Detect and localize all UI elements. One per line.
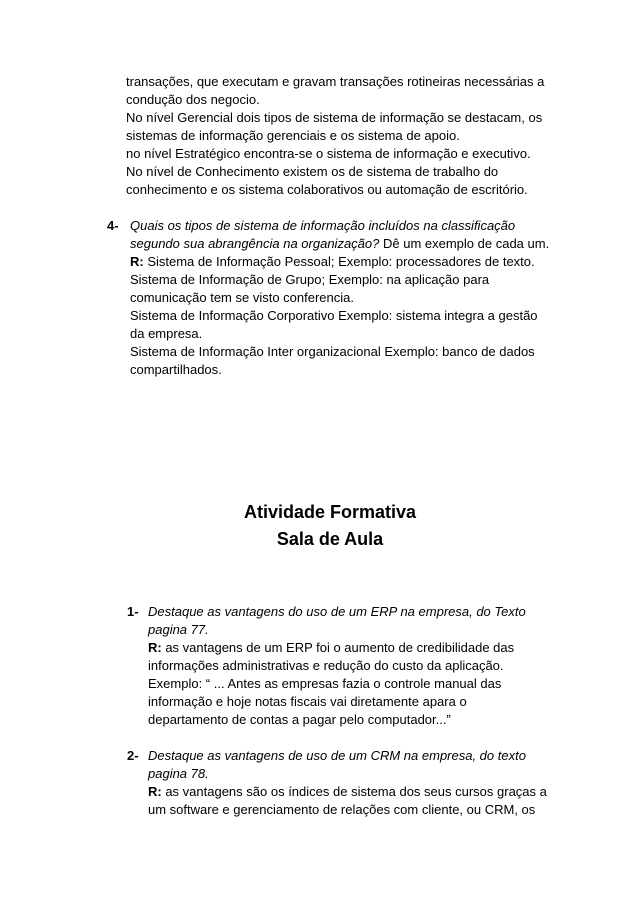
question-text: pagina 77.: [148, 622, 209, 637]
text-line: No nível Gerencial dois tipos de sistema de informação se destacam, os: [126, 110, 543, 125]
text-line: no nível Estratégico encontra-se o sistema de informação e executivo.: [126, 146, 531, 161]
answer-label: R:: [148, 784, 162, 799]
answer-text: Sistema de Informação Inter organizacional Exemplo: banco de dados: [130, 344, 535, 359]
section-subtitle: Sala de Aula: [276, 529, 384, 549]
question-text: Destaque as vantagens de uso de um CRM na empresa, do texto: [148, 748, 526, 763]
answer-text: da empresa.: [130, 326, 203, 341]
question-number: 2-: [127, 748, 139, 763]
section-title: Atividade Formativa: [243, 502, 417, 522]
question-text: [130, 236, 549, 252]
answer-label: R:: [130, 254, 144, 269]
answer-text-rest: as vantagens de um ERP foi o aumento de credibilidade das: [161, 640, 515, 655]
question-text-italic: segundo sua abrangência na organização?: [130, 236, 380, 251]
text-line: conhecimento e os sistema colaborativos ou automação de escritório.: [126, 182, 528, 197]
answer-text: Sistema de Informação de Grupo; Exemplo: na aplicação para: [130, 272, 490, 287]
question-text: Quais os tipos de sistema de informação incluídos na classificação: [130, 218, 516, 233]
answer-label: R:: [148, 640, 162, 655]
answer-text-rest: as vantagens são os índices de sistema dos seus cursos graças a: [161, 784, 547, 799]
text-line: condução dos negocio.: [126, 92, 260, 107]
answer-text: [148, 640, 514, 656]
answer-text: Sistema de Informação Corporativo Exemplo: sistema integra a gestão: [130, 308, 538, 323]
question-number: 4-: [107, 218, 119, 233]
answer-text-rest: Sistema de Informação Pessoal; Exemplo: processadores de texto.: [143, 254, 535, 269]
question-number: 1-: [127, 604, 139, 619]
text-line: No nível de Conhecimento existem os de sistema de trabalho do: [126, 164, 499, 179]
question-text: pagina 78.: [148, 766, 209, 781]
text-line: sistemas de informação gerenciais e os sistema de apoio.: [126, 128, 460, 143]
answer-text: compartilhados.: [130, 362, 222, 377]
answer-text: departamento de contas a pagar pelo computador...”: [148, 712, 451, 727]
answer-text: Exemplo: “ ... Antes as empresas fazia o controle manual das: [148, 676, 502, 691]
answer-text: [148, 784, 547, 800]
answer-text: [130, 254, 535, 270]
question-text: Destaque as vantagens do uso de um ERP na empresa, do Texto: [148, 604, 526, 619]
answer-text: informação e hoje notas fiscais vai diretamente apara o: [148, 694, 467, 709]
question-text-rest: Dê um exemplo de cada um.: [379, 236, 550, 251]
text-line: transações, que executam e gravam transações rotineiras necessárias a: [126, 74, 545, 89]
answer-text: informações administrativas e redução do custo da aplicação.: [148, 658, 504, 673]
answer-text: um software e gerenciamento de relações com cliente, ou CRM, os: [148, 802, 536, 817]
answer-text: comunicação tem se visto conferencia.: [130, 290, 354, 305]
